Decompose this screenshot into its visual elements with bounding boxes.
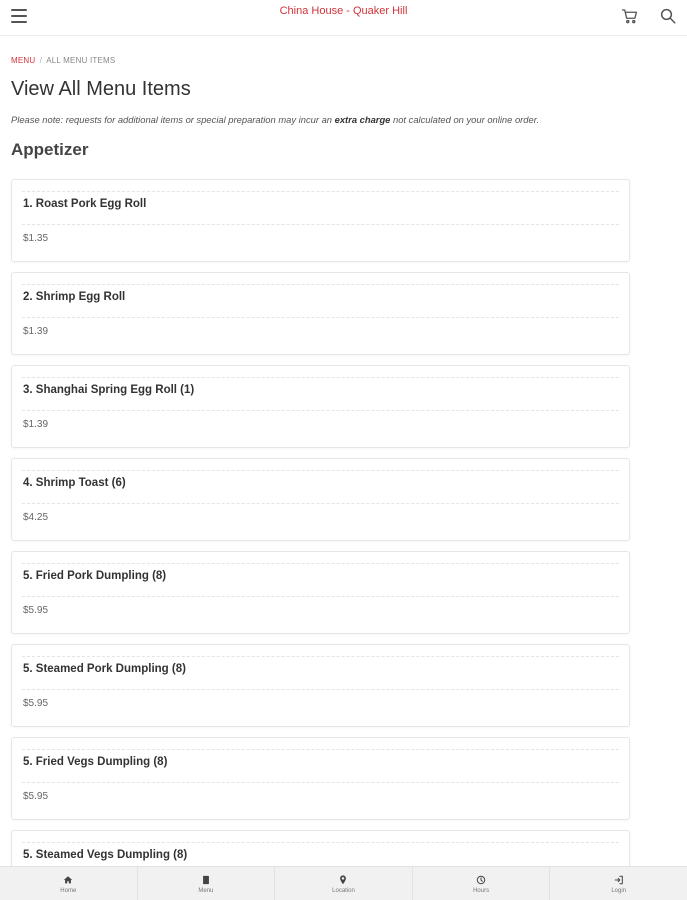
menu-item-price: $1.39 — [23, 326, 49, 337]
menu-item-price: $5.95 — [23, 698, 49, 709]
notice-prefix: Please note: requests for additional items or special preparation may incur an — [11, 114, 335, 125]
page-title: View All Menu Items — [11, 78, 191, 100]
menu-item-list — [11, 179, 630, 866]
bottom-nav — [0, 866, 687, 900]
breadcrumb-menu-link[interactable]: MENU — [11, 56, 36, 65]
breadcrumb-separator: / — [39, 56, 43, 65]
nav-label: Login — [611, 888, 627, 894]
menu-item-name: 1. Roast Pork Egg Roll — [23, 198, 147, 210]
nav-tab-login[interactable] — [550, 867, 687, 900]
menu-item-name: 5. Steamed Pork Dumpling (8) — [23, 663, 186, 675]
home-icon — [63, 875, 73, 885]
nav-label: Hours — [473, 888, 490, 894]
menu-item-price: $1.35 — [23, 233, 49, 244]
menu-item-price: $5.95 — [23, 605, 49, 616]
nav-label: Location — [332, 888, 355, 894]
menu-item-card[interactable] — [11, 179, 630, 262]
order-notice — [11, 114, 539, 125]
nav-label: Menu — [198, 888, 214, 894]
menu-item-card[interactable] — [11, 644, 630, 727]
nav-tab-menu[interactable] — [138, 867, 276, 900]
nav-tab-hours[interactable] — [413, 867, 551, 900]
menu-item-name: 3. Shanghai Spring Egg Roll (1) — [23, 384, 195, 396]
search-icon[interactable] — [659, 7, 677, 25]
login-icon — [614, 875, 624, 885]
breadcrumb-current: ALL MENU ITEMS — [46, 56, 116, 65]
category-title: Appetizer — [11, 140, 89, 159]
notice-suffix: not calculated on your online order. — [390, 114, 540, 125]
menu-item-price: $1.39 — [23, 419, 49, 430]
app-title: China House - Quaker Hill — [279, 5, 408, 17]
notice-extra-charge: extra charge — [334, 114, 391, 125]
map-pin-icon — [338, 875, 348, 885]
menu-item-name: 4. Shrimp Toast (6) — [23, 477, 126, 489]
cart-icon[interactable] — [621, 7, 639, 25]
menu-item-name: 5. Steamed Vegs Dumpling (8) — [23, 849, 188, 861]
menu-item-name: 5. Fried Vegs Dumpling (8) — [23, 756, 168, 768]
book-icon — [201, 875, 211, 885]
menu-item-name: 2. Shrimp Egg Roll — [23, 291, 126, 303]
clock-icon — [476, 875, 486, 885]
menu-item-price: $4.25 — [23, 512, 49, 523]
menu-item-name: 5. Fried Pork Dumpling (8) — [23, 570, 167, 582]
menu-item-card[interactable] — [11, 272, 630, 355]
menu-item-card[interactable] — [11, 551, 630, 634]
menu-item-card[interactable] — [11, 365, 630, 448]
nav-tab-location[interactable] — [275, 867, 413, 900]
breadcrumb — [11, 56, 115, 65]
menu-item-card[interactable] — [11, 458, 630, 541]
menu-item-price: $5.95 — [23, 791, 49, 802]
menu-item-card[interactable] — [11, 830, 630, 866]
menu-item-card[interactable] — [11, 737, 630, 820]
nav-label: Home — [60, 888, 77, 894]
top-bar — [0, 0, 687, 36]
nav-tab-home[interactable] — [0, 867, 138, 900]
main-content — [0, 36, 687, 866]
